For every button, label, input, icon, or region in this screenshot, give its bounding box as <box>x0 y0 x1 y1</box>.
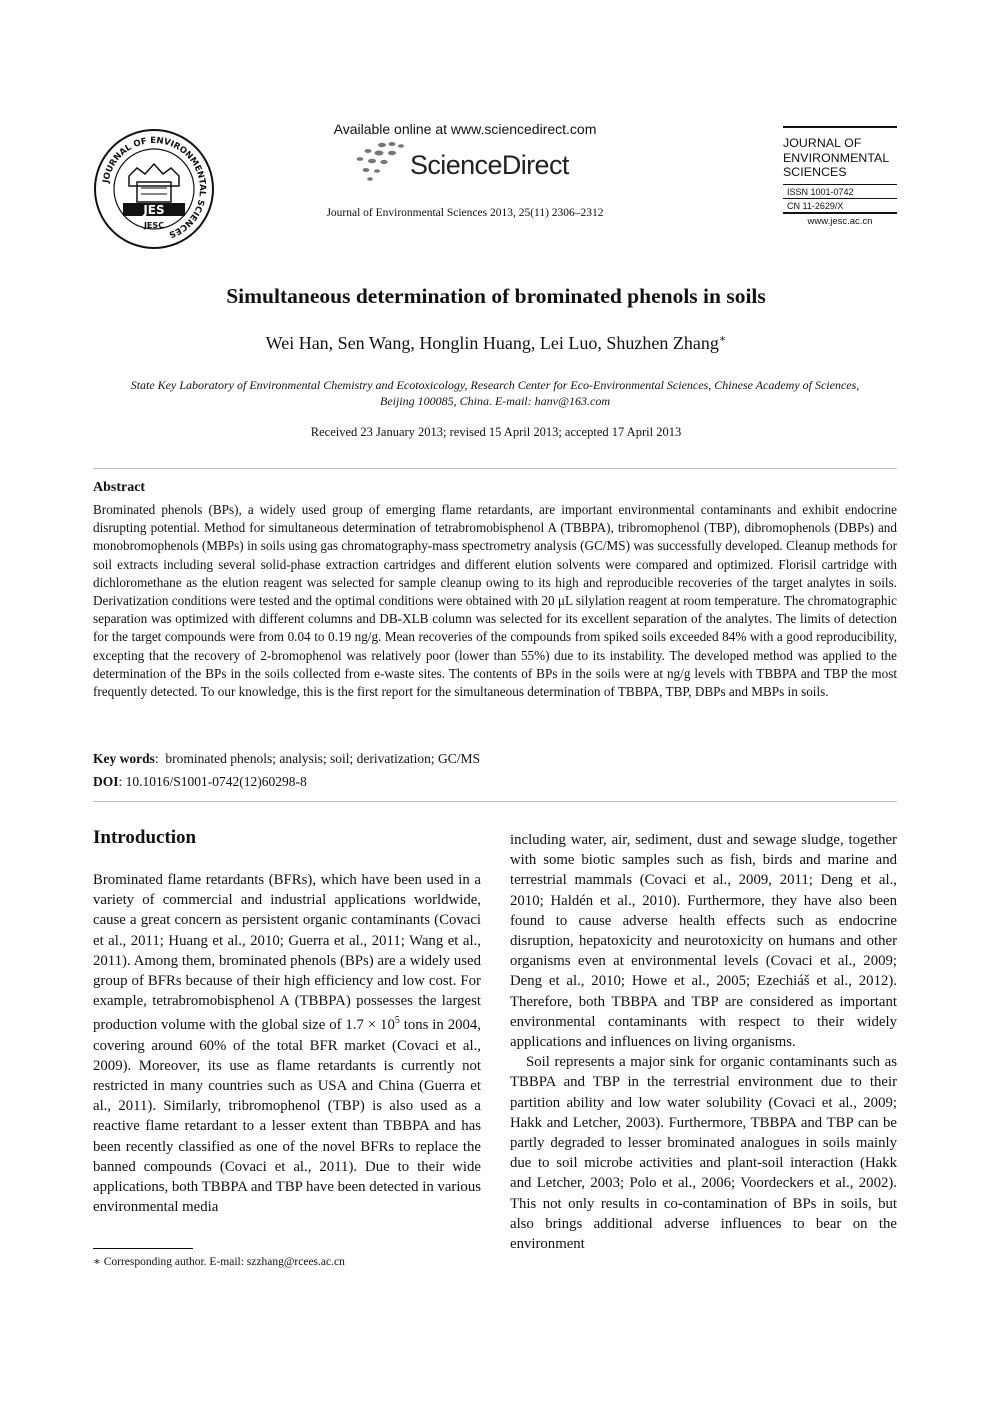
footnote-rule <box>93 1248 193 1249</box>
abstract-text: Brominated phenols (BPs), a widely used group of emerging flame retardants, are important environmental contaminants and exhibit endocrine disrupting potential. Method for simultaneous determination of tetrabromobisphenol A (TBBPA), tribromophenol (TBP), dibromophenols (DBPs) and monobromophenols (MBPs) in soils using gas chromatography-mass spectrometry analysis (GC/MS) was successfully developed. Cleanup methods for soil extracts including several solid-phase extraction cartridges and different elution solvents were compared and optimized. Florisil cartridge with dichloromethane as the elution reagent was selected for sample cleanup owing to its high and reproducible recoveries of the target analytes in soils. Derivatization conditions were tested and the optimal conditions were obtained with 20 μL silylation reagent at room temperature. The chromatographic separation was optimized with different columns and DB-XLB column was selected for its excellent separation of the analytes. The limits of detection for the target compounds were from 0.04 to 0.19 ng/g. Mean recoveries of the compounds from spiked soils exceeded 84% with a good reproducibility, excepting that the recovery of 2-bromophenol was relatively poor (lower than 55%) due to its instability. The developed method was applied to the determination of the BPs in the soils collected from e-waste sites. The contents of BPs in the soils were at ng/g levels with TBBPA and TBP the most frequently detected. To our knowledge, this is the first report for the simultaneous determination of TBBPA, TBP, DBPs and MBPs in soils. <box>93 502 897 700</box>
author-list: Wei Han, Sen Wang, Honglin Huang, Lei Luo, Shuzhen Zhang∗ <box>265 333 727 353</box>
seal-ring-text: JOURNAL OF ENVIRONMENTAL SCIENCES <box>101 135 208 240</box>
paragraph: including water, air, sediment, dust and sewage sludge, together with some biotic samples such as fish, birds and marine and terrestrial mammals (Covaci et al., 2009, 2011; Deng et al., 2010; Haldén et al., 2010). Furthermore, they have also been found to cause adverse health effects such as endocrine disruption, hepatoxicity and neurotoxicity on humans and other organisms even at environmental levels (Covaci et al., 2009; Deng et al., 2010; Howe et al., 2005; Ezechiáš et al., 2012). Therefore, both TBBPA and TBP are considered as important environmental contaminants with respect to their widely applications and influences on living organisms. <box>510 832 897 1051</box>
body-column-left <box>93 870 481 1217</box>
corresponding-author-mark: ∗ <box>718 333 727 345</box>
seal-acronym: JES <box>143 203 165 217</box>
journal-seal-logo <box>93 128 215 250</box>
keywords: Key words: brominated phenols; analysis; soil; derivatization; GC/MS <box>93 751 480 766</box>
available-online-text: Available online at www.sciencedirect.com <box>333 121 597 137</box>
sciencedirect-logo <box>352 139 582 185</box>
journal-issn: ISSN 1001-0742 <box>787 186 854 197</box>
journal-citation: Journal of Environmental Sciences 2013, 25(11) 2306–2312 <box>326 207 604 219</box>
body-column-right <box>510 830 897 1254</box>
received-dates: Received 23 January 2013; revised 15 April 2013; accepted 17 April 2013 <box>310 425 682 439</box>
paragraph: Brominated flame retardants (BFRs), which have been used in a variety of commercial and industrial applications worldwide, cause a great concern as persistent organic contaminants (Covaci et al., 2011; Huang et al., 2010; Guerra et al., 2011; Wang et al., 2011). Among them, brominated phenols (BPs) are a widely used group of BFRs because of their high efficiency and low cost. For example, tetrabromobisphenol A (TBBPA) possesses the largest production volume with the global size of $1.7 \times 10^5$ tons in 2004, covering around 60% of the total BFR market (Covaci et al., 2009). Moreover, its use as flame retardants is currently not restricted in many countries such as USA and China (Guerra et al., 2011). Similarly, tribromophenol (TBP) is also used as a reactive flame retardant to a lesser extent than TBBPA and has been recently classified as one of the novel BFRs to replace the banned compounds (Covaci et al., 2011). Due to their wide applications, both TBBPA and TBP have been detected in various environmental media <box>93 872 481 1216</box>
journal-url: www.jesc.ac.cn <box>807 215 873 227</box>
affiliation: State Key Laboratory of Environmental Chemistry and Ecotoxicology, Research Center for Eco-Environmental Sciences, Chinese Academy of Sciences, Beijing 100085, China. E-mail: hanv@163.com <box>130 378 860 408</box>
journal-info-box <box>783 126 897 227</box>
sciencedirect-dots-icon <box>352 139 408 185</box>
divider <box>93 468 897 469</box>
journal-name: JOURNAL OF ENVIRONMENTAL SCIENCES <box>783 136 890 179</box>
footnote: ∗ Corresponding author. E-mail: szzhang@rcees.ac.cn <box>93 1256 345 1268</box>
abstract-heading: Abstract <box>93 480 146 495</box>
introduction-heading: Introduction <box>93 827 197 848</box>
sciencedirect-wordmark: ScienceDirect <box>410 150 569 180</box>
seal-bottom-text: JESC <box>143 221 165 230</box>
paragraph: Soil represents a major sink for organic contaminants such as TBBPA and TBP in the terrestrial environment due to their partition ability and low water solubility (Covaci et al., 2009; Hakk and Letcher, 2003). Furthermore, TBBPA and TBP can be partly degraded to lesser brominated analogues in soils mainly due to soil microbe activities and plant-soil interaction (Hakk and Letcher, 2003; Polo et al., 2006; Voordeckers et al., 2002). This not only results in co-contamination of BPs in soils, but also brings additional adverse influences to bear on the environment <box>510 1054 897 1253</box>
doi: DOI: 10.1016/S1001-0742(12)60298-8 <box>93 774 307 789</box>
article-title: Simultaneous determination of brominated phenols in soils <box>226 284 766 308</box>
journal-cn: CN 11-2629/X <box>787 200 844 211</box>
divider <box>93 801 897 802</box>
